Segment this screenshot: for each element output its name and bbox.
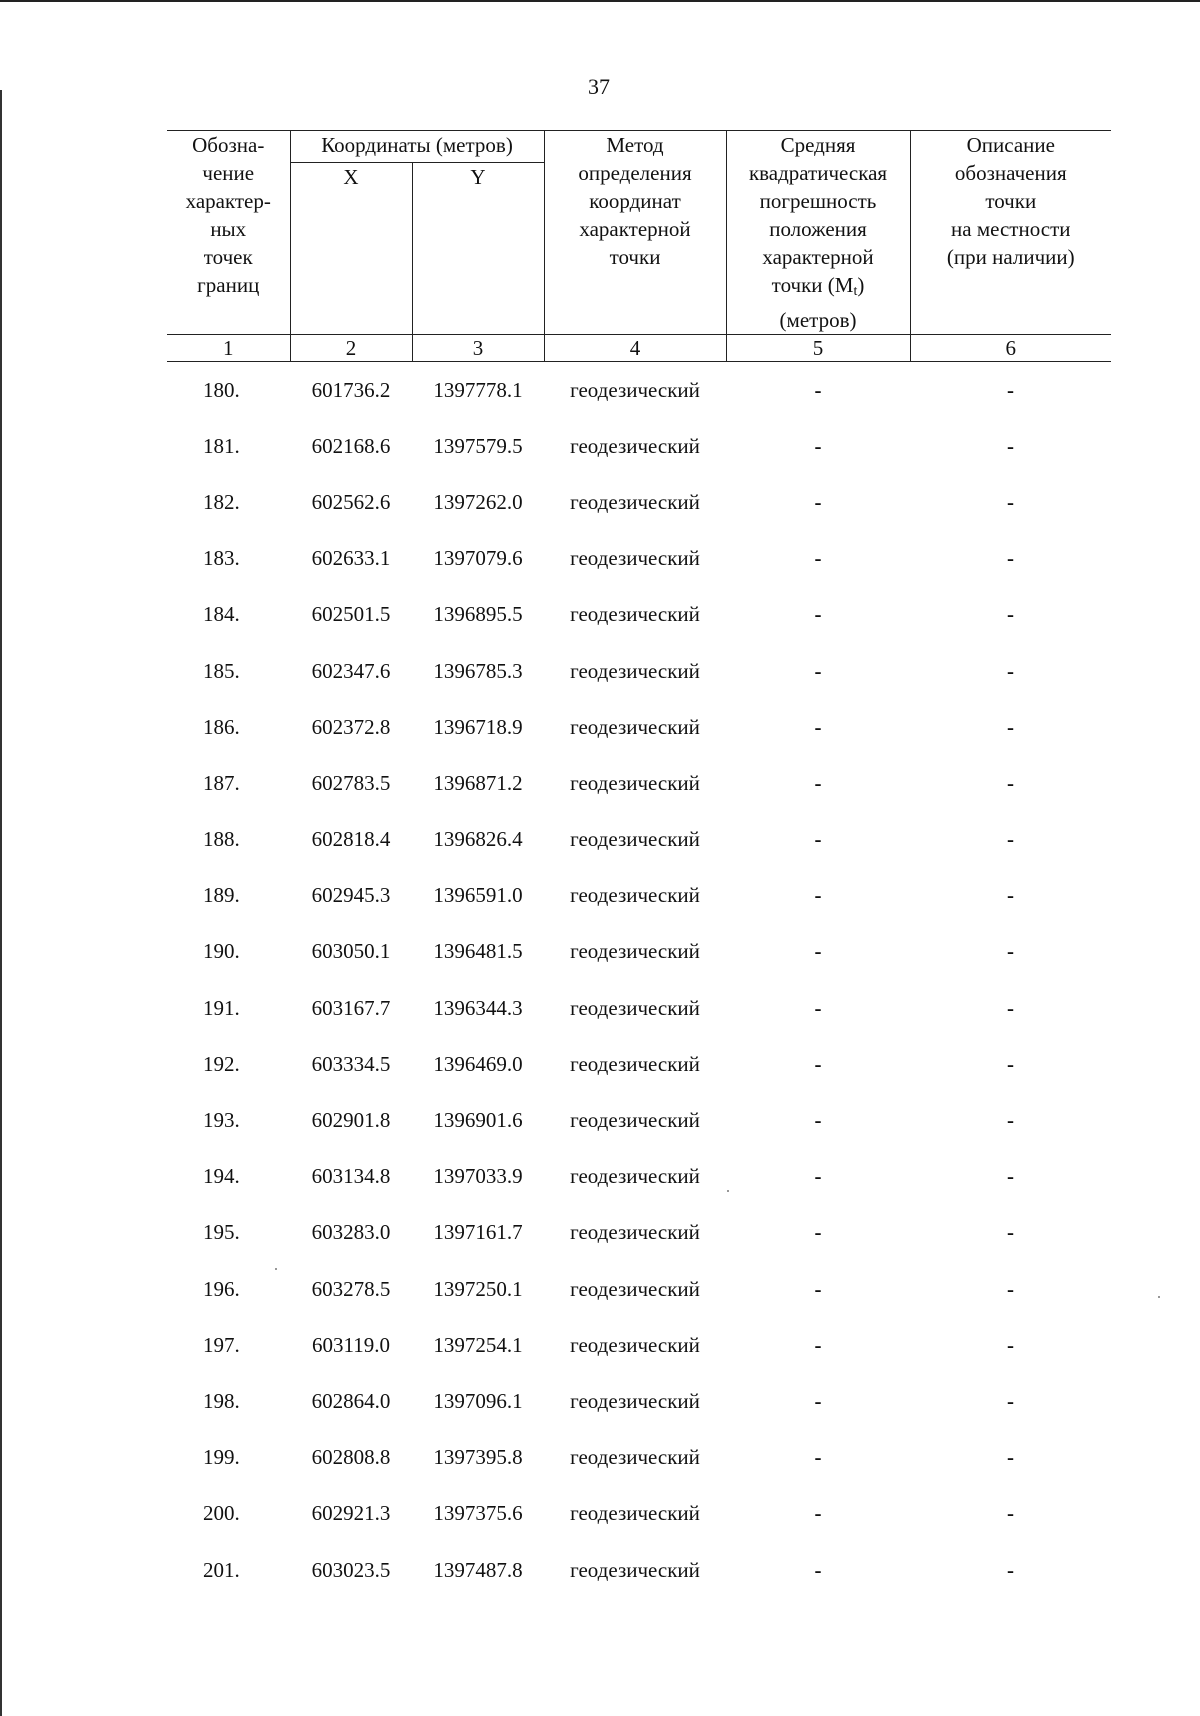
row-error-cell: - [814, 1332, 822, 1357]
row-method-cell: геодезический [570, 1164, 700, 1189]
table-body [167, 362, 1111, 1599]
row-description-cell: - [1007, 1164, 1015, 1189]
row-x-cell: 602808.8 [311, 1445, 391, 1470]
row-description-cell: - [1007, 1220, 1015, 1245]
row-x-cell: 603278.5 [311, 1276, 391, 1301]
row-description-cell: - [1007, 658, 1015, 683]
header-error-subscript: t [853, 284, 858, 299]
row-error-cell: - [814, 1445, 822, 1470]
row-x-cell: 602168.6 [311, 433, 391, 458]
row-error-cell: - [814, 489, 822, 514]
table-row [167, 1205, 1111, 1261]
row-x-cell: 602818.4 [311, 827, 391, 852]
row-error-cell: - [814, 1051, 822, 1076]
row-method-cell: геодезический [570, 995, 700, 1020]
header-mean-square-error [726, 131, 910, 335]
row-point-cell: 198. [203, 1388, 240, 1413]
row-method-cell: геодезический [570, 1051, 700, 1076]
header-y: Y [412, 163, 544, 335]
row-x-cell: 602633.1 [311, 546, 391, 571]
scan-speck [1158, 1296, 1160, 1298]
row-y-cell: 1396591.0 [433, 883, 523, 908]
table-row [167, 418, 1111, 474]
row-y-cell: 1396785.3 [433, 658, 523, 683]
row-error-cell: - [814, 658, 822, 683]
table-row [167, 1149, 1111, 1205]
row-description-cell: - [1007, 995, 1015, 1020]
table-row [167, 755, 1111, 811]
row-y-cell: 1397487.8 [433, 1557, 523, 1582]
row-y-cell: 1396469.0 [433, 1051, 523, 1076]
column-number-1: 1 [167, 335, 290, 362]
row-description-cell: - [1007, 1388, 1015, 1413]
row-description-cell: - [1007, 883, 1015, 908]
row-x-cell: 603167.7 [311, 995, 391, 1020]
row-y-cell: 1396718.9 [433, 714, 523, 739]
row-point-cell: 196. [203, 1276, 240, 1301]
row-error-cell: - [814, 1388, 822, 1413]
row-x-cell: 603050.1 [311, 939, 391, 964]
scan-edge-left [0, 90, 2, 1716]
row-method-cell: геодезический [570, 827, 700, 852]
header-point-designation [167, 131, 290, 335]
row-point-cell: 195. [203, 1220, 240, 1245]
row-error-cell: - [814, 939, 822, 964]
table-row [167, 924, 1111, 980]
row-method-cell: геодезический [570, 1557, 700, 1582]
row-y-cell: 1396895.5 [433, 602, 523, 627]
row-y-cell: 1397395.8 [433, 1445, 523, 1470]
row-method-cell: геодезический [570, 1220, 700, 1245]
row-x-cell: 602562.6 [311, 489, 391, 514]
row-y-cell: 1396901.6 [433, 1108, 523, 1133]
table-row [167, 1261, 1111, 1317]
row-description-cell: - [1007, 1276, 1015, 1301]
row-y-cell: 1397096.1 [433, 1388, 523, 1413]
header-error-text-tail: ) (метров) [779, 273, 865, 332]
table-row [167, 980, 1111, 1036]
header-description-text: Описание обозначения точки на местности (при наличии) [946, 133, 1075, 269]
column-numbers-row [167, 335, 1111, 362]
row-x-cell: 601736.2 [311, 377, 391, 402]
row-point-cell: 183. [203, 546, 240, 571]
row-error-cell: - [814, 433, 822, 458]
column-number-2: 2 [290, 335, 412, 362]
row-y-cell: 1397778.1 [433, 377, 523, 402]
row-point-cell: 184. [203, 602, 240, 627]
row-point-cell: 194. [203, 1164, 240, 1189]
header-coordinates-group: Координаты (метров) [290, 131, 544, 163]
row-description-cell: - [1007, 546, 1015, 571]
table-row [167, 1036, 1111, 1092]
scan-edge-top [0, 0, 1200, 2]
row-method-cell: геодезический [570, 883, 700, 908]
header-x: X [290, 163, 412, 335]
row-point-cell: 197. [203, 1332, 240, 1357]
row-x-cell: 602372.8 [311, 714, 391, 739]
row-method-cell: геодезический [570, 1108, 700, 1133]
table-row [167, 699, 1111, 755]
row-point-cell: 199. [203, 1445, 240, 1470]
row-method-cell: геодезический [570, 714, 700, 739]
row-point-cell: 189. [203, 883, 240, 908]
table-row [167, 1486, 1111, 1542]
row-error-cell: - [814, 770, 822, 795]
row-point-cell: 186. [203, 714, 240, 739]
row-method-cell: геодезический [570, 377, 700, 402]
row-x-cell: 603023.5 [311, 1557, 391, 1582]
row-x-cell: 602347.6 [311, 658, 391, 683]
row-x-cell: 603334.5 [311, 1051, 391, 1076]
row-description-cell: - [1007, 714, 1015, 739]
row-point-cell: 192. [203, 1051, 240, 1076]
coordinates-table [167, 130, 1111, 1598]
row-method-cell: геодезический [570, 658, 700, 683]
row-description-cell: - [1007, 827, 1015, 852]
row-description-cell: - [1007, 1108, 1015, 1133]
column-number-4: 4 [544, 335, 726, 362]
row-description-cell: - [1007, 770, 1015, 795]
row-x-cell: 603283.0 [311, 1220, 391, 1245]
row-x-cell: 602783.5 [311, 770, 391, 795]
table-row [167, 1092, 1111, 1148]
row-y-cell: 1397161.7 [433, 1220, 523, 1245]
scan-speck [275, 1268, 277, 1270]
row-point-cell: 200. [203, 1501, 240, 1526]
row-y-cell: 1397079.6 [433, 546, 523, 571]
row-error-cell: - [814, 1501, 822, 1526]
header-method [544, 131, 726, 335]
row-y-cell: 1396826.4 [433, 827, 523, 852]
row-description-cell: - [1007, 1557, 1015, 1582]
row-error-cell: - [814, 377, 822, 402]
row-y-cell: 1397250.1 [433, 1276, 523, 1301]
row-point-cell: 185. [203, 658, 240, 683]
row-x-cell: 602864.0 [311, 1388, 391, 1413]
table-row [167, 474, 1111, 530]
row-description-cell: - [1007, 489, 1015, 514]
row-point-cell: 188. [203, 827, 240, 852]
row-description-cell: - [1007, 433, 1015, 458]
row-y-cell: 1397579.5 [433, 433, 523, 458]
row-y-cell: 1396481.5 [433, 939, 523, 964]
column-number-5: 5 [726, 335, 910, 362]
row-point-cell: 187. [203, 770, 240, 795]
table-row [167, 643, 1111, 699]
column-number-3: 3 [412, 335, 544, 362]
table-row [167, 362, 1111, 419]
header-error-text-main: Средняя квадратическая погрешность положения характерной точки (M [748, 133, 888, 297]
page-number: 37 [588, 74, 610, 99]
row-method-cell: геодезический [570, 1388, 700, 1413]
row-error-cell: - [814, 714, 822, 739]
row-x-cell: 602901.8 [311, 1108, 391, 1133]
row-point-cell: 201. [203, 1557, 240, 1582]
row-method-cell: геодезический [570, 433, 700, 458]
row-error-cell: - [814, 1220, 822, 1245]
row-x-cell: 602945.3 [311, 883, 391, 908]
row-x-cell: 602921.3 [311, 1501, 391, 1526]
header-method-text: Метод определения координат характерной точки [578, 133, 692, 269]
header-point-description [910, 131, 1111, 335]
table-row [167, 1542, 1111, 1598]
row-error-cell: - [814, 827, 822, 852]
row-method-cell: геодезический [570, 1332, 700, 1357]
row-y-cell: 1397254.1 [433, 1332, 523, 1357]
row-point-cell: 190. [203, 939, 240, 964]
column-number-6: 6 [910, 335, 1111, 362]
row-method-cell: геодезический [570, 939, 700, 964]
row-error-cell: - [814, 602, 822, 627]
row-description-cell: - [1007, 1445, 1015, 1470]
row-error-cell: - [814, 1276, 822, 1301]
row-point-cell: 181. [203, 433, 240, 458]
scan-speck [727, 1190, 729, 1192]
row-y-cell: 1397375.6 [433, 1501, 523, 1526]
row-error-cell: - [814, 1557, 822, 1582]
table-row [167, 812, 1111, 868]
row-y-cell: 1397033.9 [433, 1164, 523, 1189]
row-point-cell: 193. [203, 1108, 240, 1133]
row-y-cell: 1396344.3 [433, 995, 523, 1020]
row-description-cell: - [1007, 1501, 1015, 1526]
row-description-cell: - [1007, 602, 1015, 627]
row-point-cell: 191. [203, 995, 240, 1020]
row-error-cell: - [814, 995, 822, 1020]
row-description-cell: - [1007, 377, 1015, 402]
table-row [167, 1373, 1111, 1429]
row-method-cell: геодезический [570, 489, 700, 514]
header-point-designation-text: Обозна- чение характер- ных точек границ [185, 133, 271, 297]
table-row [167, 587, 1111, 643]
row-description-cell: - [1007, 1332, 1015, 1357]
row-method-cell: геодезический [570, 1501, 700, 1526]
row-description-cell: - [1007, 1051, 1015, 1076]
table-row [167, 1317, 1111, 1373]
row-x-cell: 603134.8 [311, 1164, 391, 1189]
row-method-cell: геодезический [570, 1445, 700, 1470]
row-error-cell: - [814, 1108, 822, 1133]
row-x-cell: 602501.5 [311, 602, 391, 627]
row-error-cell: - [814, 883, 822, 908]
row-x-cell: 603119.0 [312, 1332, 390, 1357]
row-error-cell: - [814, 1164, 822, 1189]
row-point-cell: 182. [203, 489, 240, 514]
row-description-cell: - [1007, 939, 1015, 964]
row-method-cell: геодезический [570, 1276, 700, 1301]
table-row [167, 1430, 1111, 1486]
row-method-cell: геодезический [570, 546, 700, 571]
row-method-cell: геодезический [570, 770, 700, 795]
table-row [167, 868, 1111, 924]
row-point-cell: 180. [203, 377, 240, 402]
table-row [167, 531, 1111, 587]
coordinates-table-wrapper [167, 130, 1111, 1598]
row-y-cell: 1396871.2 [433, 770, 523, 795]
row-method-cell: геодезический [570, 602, 700, 627]
row-error-cell: - [814, 546, 822, 571]
row-y-cell: 1397262.0 [433, 489, 523, 514]
